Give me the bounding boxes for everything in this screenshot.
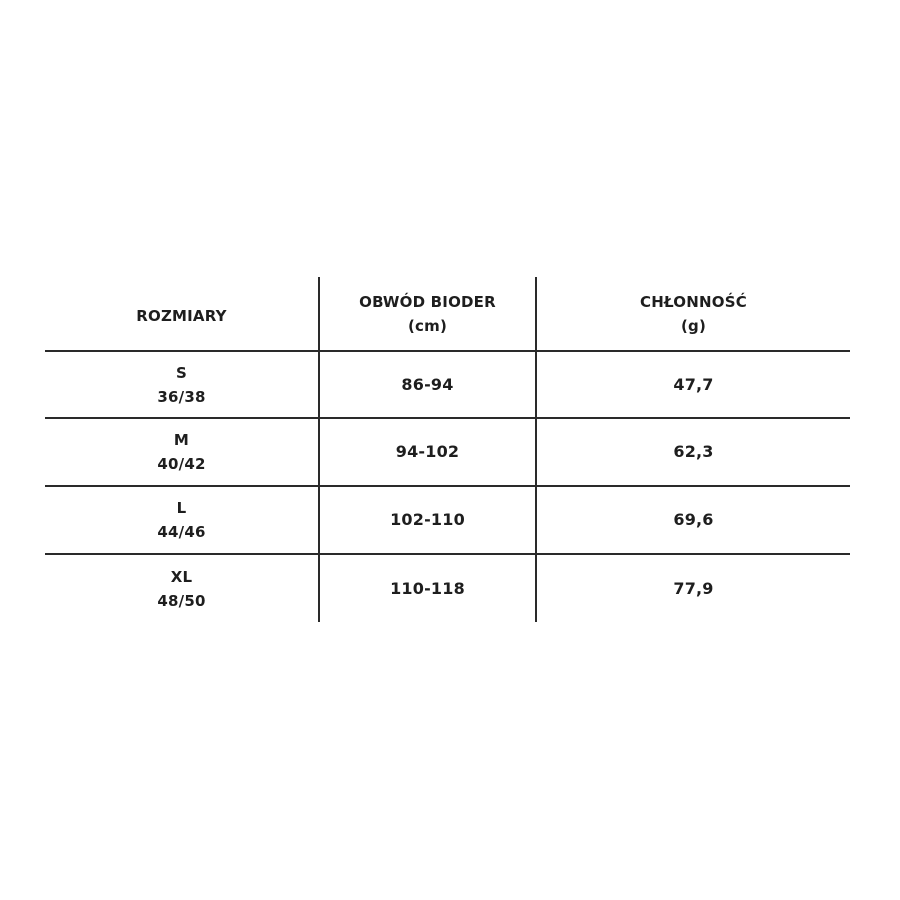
header-hip-unit: (cm) <box>407 316 448 335</box>
header-hip-circumference <box>320 277 535 350</box>
table-row-size <box>45 487 318 553</box>
table-row-absorbency <box>537 352 850 417</box>
table-row-hip <box>320 555 535 622</box>
table-row-hip <box>320 487 535 553</box>
size-eu: 36/38 <box>157 387 206 406</box>
size-letter: M <box>173 431 190 449</box>
header-absorbency <box>537 277 850 350</box>
header-absorbency-unit: (g) <box>680 316 707 335</box>
table-row-size <box>45 555 318 622</box>
table-row-absorbency <box>537 487 850 553</box>
size-letter: L <box>176 499 187 517</box>
header-absorbency-label: CHŁONNOŚĆ <box>640 292 747 311</box>
table-row-size <box>45 419 318 485</box>
hip-range: 102-110 <box>390 510 465 529</box>
size-table <box>45 277 850 622</box>
absorbency-value: 69,6 <box>673 510 714 529</box>
header-size <box>45 277 318 352</box>
size-eu: 40/42 <box>157 455 206 473</box>
absorbency-value: 47,7 <box>673 374 714 394</box>
hip-range: 94-102 <box>395 442 460 461</box>
size-letter: XL <box>170 567 193 586</box>
table-row-hip <box>320 352 535 417</box>
header-hip-label: OBWÓD BIODER <box>359 292 496 311</box>
table-row-hip <box>320 419 535 485</box>
header-size-label: ROZMIARY <box>136 306 227 325</box>
size-eu: 44/46 <box>157 523 206 541</box>
hip-range: 110-118 <box>390 578 465 598</box>
absorbency-value: 77,9 <box>673 578 714 598</box>
absorbency-value: 62,3 <box>673 442 714 461</box>
table-row-absorbency <box>537 419 850 485</box>
size-eu: 48/50 <box>157 591 206 610</box>
size-letter: S <box>175 363 187 382</box>
table-row-size <box>45 352 318 417</box>
hip-range: 86-94 <box>401 374 454 394</box>
table-row-absorbency <box>537 555 850 622</box>
